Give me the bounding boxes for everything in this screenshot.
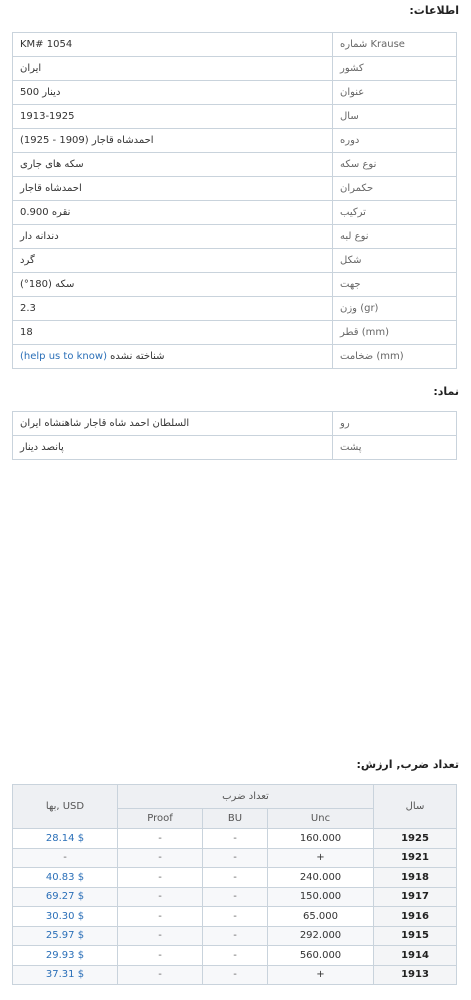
info-row [13, 81, 457, 105]
mintage-row [13, 965, 457, 985]
mintage-proof-cell: - [118, 848, 203, 868]
mintage-proof-cell: - [118, 907, 203, 927]
info-label: شکل [333, 249, 457, 273]
info-label: عنوان [333, 81, 457, 105]
mintage-proof-cell: - [118, 868, 203, 888]
mintage-bu-cell: - [203, 829, 268, 849]
mintage-bu-cell: - [203, 926, 268, 946]
mintage-row [13, 887, 457, 907]
mintage-year-cell: 1917 [374, 887, 457, 907]
mintage-unc-cell: 292.000 [268, 926, 374, 946]
mintage-price-cell: - [13, 848, 118, 868]
info-value: 500 دینار [13, 81, 333, 105]
info-value: احمدشاه قاجار [13, 177, 333, 201]
info-label: کشور [333, 57, 457, 81]
info-row [13, 321, 457, 345]
mintage-unc-cell: 65.000 [268, 907, 374, 927]
mintage-unc-cell: 240.000 [268, 868, 374, 888]
info-row [13, 105, 457, 129]
mintage-row [13, 946, 457, 966]
mintage-year-cell: 1925 [374, 829, 457, 849]
mintage-proof-cell: - [118, 965, 203, 985]
info-row [13, 273, 457, 297]
mintage-bu-cell: - [203, 907, 268, 927]
info-label: جهت [333, 273, 457, 297]
symbol-row [13, 412, 457, 436]
mintage-price-cell[interactable]: 40.83 $ [13, 868, 118, 888]
symbol-value: پانصد دینار [13, 436, 333, 460]
info-label: نوع سکه [333, 153, 457, 177]
info-heading: اطلاعات: [409, 4, 459, 17]
col-mintage-group-header: تعداد ضرب [118, 785, 374, 809]
mintage-table [12, 784, 457, 985]
info-row [13, 249, 457, 273]
mintage-price-cell[interactable]: 28.14 $ [13, 829, 118, 849]
mintage-unc-cell: 150.000 [268, 887, 374, 907]
mintage-row [13, 829, 457, 849]
mintage-unc-cell: 160.000 [268, 829, 374, 849]
col-year-header: سال [374, 785, 457, 829]
info-row [13, 201, 457, 225]
info-label: حکمران [333, 177, 457, 201]
info-label: نوع لبه [333, 225, 457, 249]
info-row [13, 297, 457, 321]
mintage-row [13, 848, 457, 868]
help-us-to-know-link[interactable]: (help us to know) [20, 351, 107, 362]
mintage-bu-cell: - [203, 965, 268, 985]
mintage-year-cell: 1916 [374, 907, 457, 927]
mintage-proof-cell: - [118, 829, 203, 849]
info-value-text: شناخته نشده [110, 351, 165, 362]
info-row [13, 225, 457, 249]
info-value: احمدشاه قاجار (1909 - 1925) [13, 129, 333, 153]
info-row [13, 345, 457, 369]
info-label: ترکیب [333, 201, 457, 225]
symbol-heading: نماد: [433, 385, 459, 398]
symbol-value: السلطان احمد شاه قاجار شاهنشاه ایران [13, 412, 333, 436]
mintage-year-cell: 1921 [374, 848, 457, 868]
mintage-proof-cell: - [118, 926, 203, 946]
info-value: گرد [13, 249, 333, 273]
info-value: 2.3 [13, 297, 333, 321]
symbol-table [12, 411, 457, 460]
mintage-row [13, 926, 457, 946]
mintage-price-cell[interactable]: 69.27 $ [13, 887, 118, 907]
mintage-price-cell[interactable]: 25.97 $ [13, 926, 118, 946]
symbol-label: رو [333, 412, 457, 436]
info-value: دندانه دار [13, 225, 333, 249]
col-unc-header: Unc [268, 809, 374, 829]
mintage-bu-cell: - [203, 868, 268, 888]
mintage-heading: تعداد ضرب, ارزش: [356, 758, 459, 771]
info-label: سال [333, 105, 457, 129]
mintage-bu-cell: - [203, 946, 268, 966]
mintage-year-cell: 1915 [374, 926, 457, 946]
mintage-year-cell: 1918 [374, 868, 457, 888]
info-label: دوره [333, 129, 457, 153]
col-price-header: بها, USD [13, 785, 118, 829]
col-proof-header: Proof [118, 809, 203, 829]
info-value: ایران [13, 57, 333, 81]
info-row [13, 153, 457, 177]
info-value: نقره 0.900 [13, 201, 333, 225]
symbol-row [13, 436, 457, 460]
info-value: 18 [13, 321, 333, 345]
info-value: سکه های جاری [13, 153, 333, 177]
info-label: قطر (mm) [333, 321, 457, 345]
info-row [13, 129, 457, 153]
info-value [13, 345, 333, 369]
info-row [13, 177, 457, 201]
mintage-price-cell[interactable]: 29.93 $ [13, 946, 118, 966]
mintage-proof-cell: - [118, 887, 203, 907]
mintage-bu-cell: - [203, 887, 268, 907]
mintage-unc-cell: 560.000 [268, 946, 374, 966]
mintage-year-cell: 1914 [374, 946, 457, 966]
mintage-price-cell[interactable]: 30.30 $ [13, 907, 118, 927]
info-table [12, 32, 457, 369]
mintage-proof-cell: - [118, 946, 203, 966]
info-label: شماره Krause [333, 33, 457, 57]
mintage-unc-cell: + [268, 965, 374, 985]
info-label: ضخامت (mm) [333, 345, 457, 369]
mintage-unc-cell: + [268, 848, 374, 868]
col-bu-header: BU [203, 809, 268, 829]
mintage-year-cell: 1913 [374, 965, 457, 985]
mintage-row [13, 868, 457, 888]
mintage-bu-cell: - [203, 848, 268, 868]
info-row [13, 57, 457, 81]
info-value: KM# 1054 [13, 33, 333, 57]
info-value: سکه (180°) [13, 273, 333, 297]
info-value: 1913-1925 [13, 105, 333, 129]
mintage-row [13, 907, 457, 927]
mintage-price-cell[interactable]: 37.31 $ [13, 965, 118, 985]
symbol-label: پشت [333, 436, 457, 460]
info-label: وزن (gr) [333, 297, 457, 321]
info-row [13, 33, 457, 57]
